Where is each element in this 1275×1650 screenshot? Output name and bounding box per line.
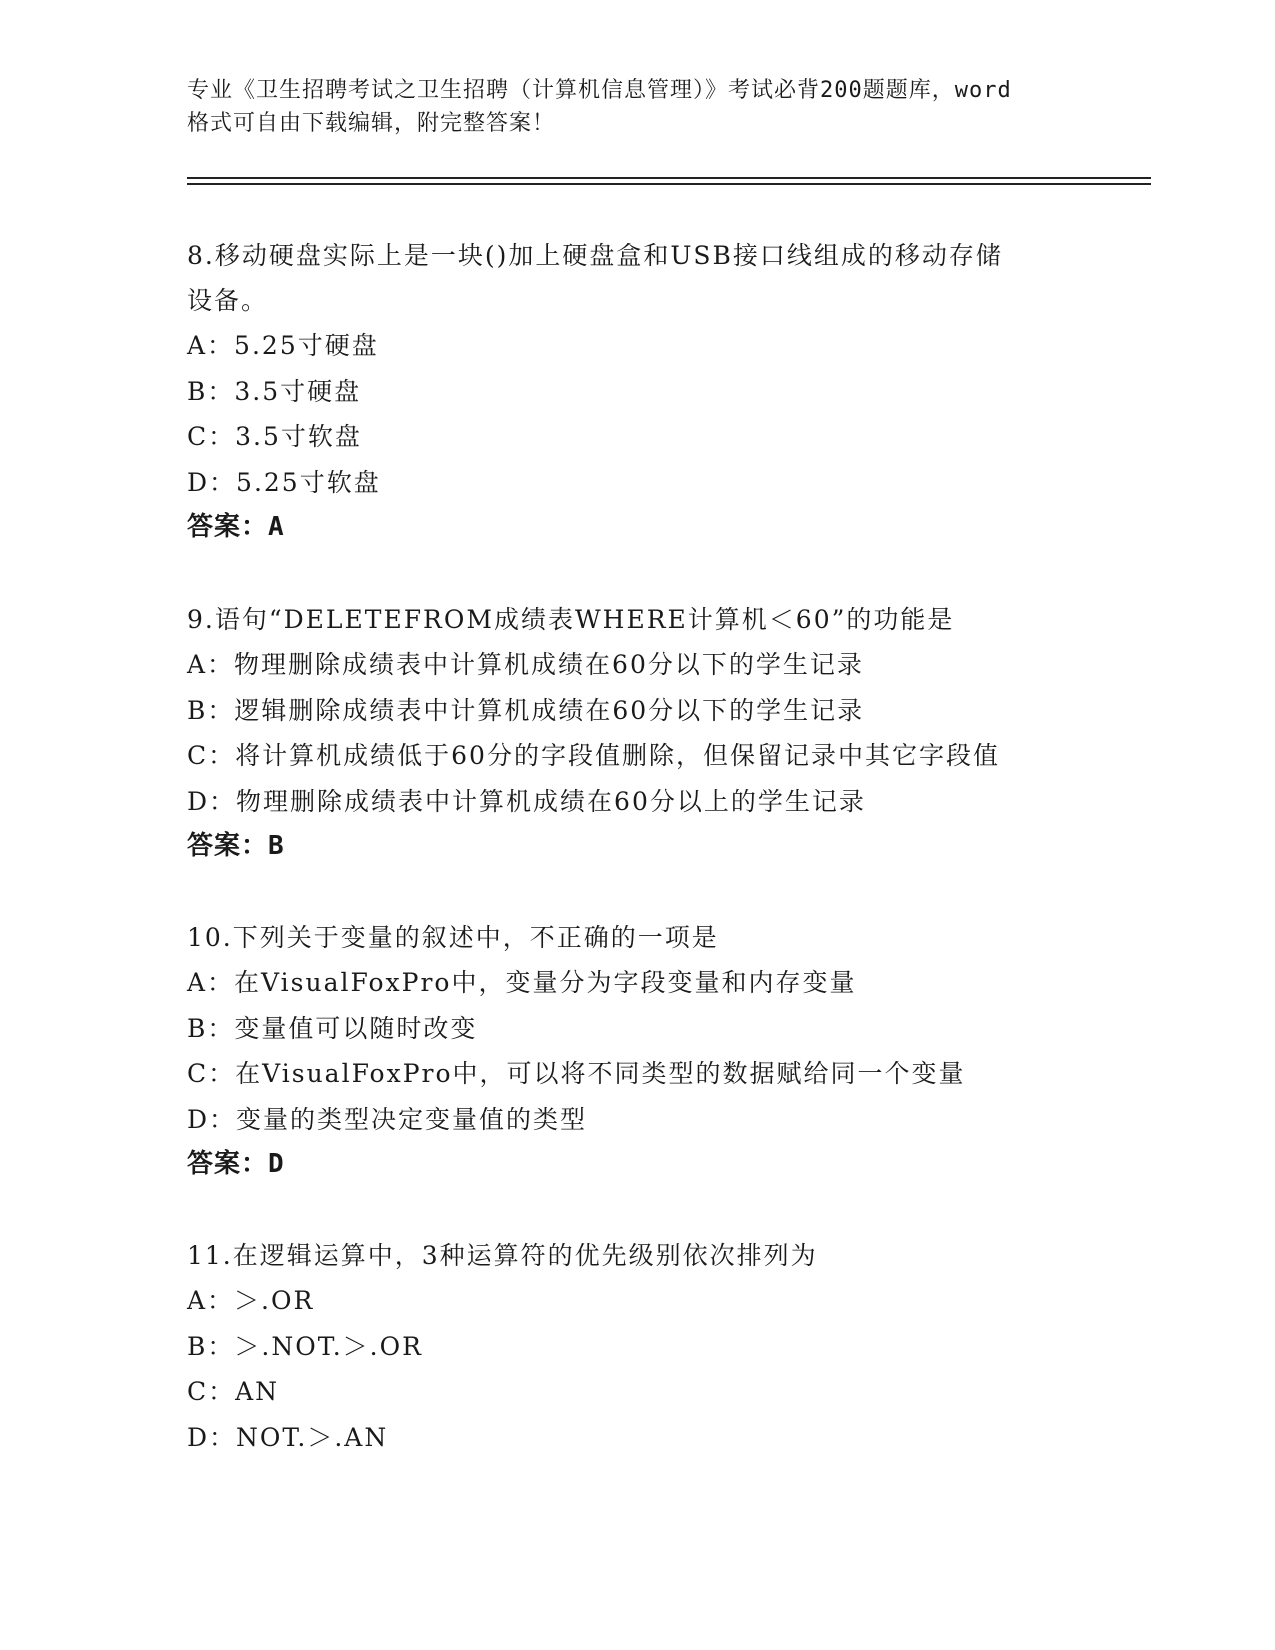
option-b: B：变量值可以随时改变 xyxy=(187,1013,478,1043)
document-header xyxy=(187,74,1087,140)
question-stem-line-1: 8.移动硬盘实际上是一块()加上硬盘盒和USB接口线组成的移动存储 xyxy=(187,241,1003,270)
answer: 答案：A xyxy=(187,512,285,542)
question-stem-line-1: 10.下列关于变量的叙述中，不正确的一项是 xyxy=(187,923,719,952)
question-9 xyxy=(187,597,1087,870)
option-b: B：＞.NOT.＞.OR xyxy=(187,1331,423,1361)
question-10 xyxy=(187,915,1087,1188)
question-stem-line-1: 9.语句“DELETEFROM成绩表WHERE计算机＜60”的功能是 xyxy=(187,605,955,634)
header-divider-top xyxy=(187,177,1151,179)
option-c: C：将计算机成绩低于60分的字段值删除，但保留记录中其它字段值 xyxy=(187,741,1000,770)
option-a: A：5.25寸硬盘 xyxy=(187,331,379,360)
answer: 答案：D xyxy=(187,1149,285,1179)
question-stem-line-1: 11.在逻辑运算中，3种运算符的优先级别依次排列为 xyxy=(187,1241,818,1270)
question-stem-line-2: 设备。 xyxy=(187,286,269,315)
option-a: A：物理删除成绩表中计算机成绩在60分以下的学生记录 xyxy=(187,650,864,679)
option-c: C：AN xyxy=(187,1377,280,1406)
question-stem xyxy=(187,1233,1087,1278)
question-stem xyxy=(187,915,1087,960)
option-d: D：NOT.＞.AN xyxy=(187,1422,389,1452)
header-title-line-2: 格式可自由下载编辑，附完整答案！ xyxy=(187,111,556,136)
option-a: A：在VisualFoxPro中，变量分为字段变量和内存变量 xyxy=(187,968,857,997)
option-d: D：5.25寸软盘 xyxy=(187,467,381,497)
question-stem xyxy=(187,597,1087,642)
header-divider-bottom xyxy=(187,183,1151,185)
answer: 答案：B xyxy=(187,831,285,861)
option-b: B：逻辑删除成绩表中计算机成绩在60分以下的学生记录 xyxy=(187,695,865,725)
question-11 xyxy=(187,1233,1087,1460)
question-stem xyxy=(187,233,1087,323)
option-b: B：3.5寸硬盘 xyxy=(187,376,362,406)
option-c: C：3.5寸软盘 xyxy=(187,422,362,451)
option-d: D：物理删除成绩表中计算机成绩在60分以上的学生记录 xyxy=(187,786,866,816)
option-c: C：在VisualFoxPro中，可以将不同类型的数据赋给同一个变量 xyxy=(187,1059,966,1088)
option-d: D：变量的类型决定变量值的类型 xyxy=(187,1104,588,1134)
header-title-line-1: 专业《卫生招聘考试之卫生招聘（计算机信息管理）》考试必背200题题库，word xyxy=(187,78,1012,103)
question-8 xyxy=(187,233,1087,551)
option-a: A：＞.OR xyxy=(187,1286,315,1315)
